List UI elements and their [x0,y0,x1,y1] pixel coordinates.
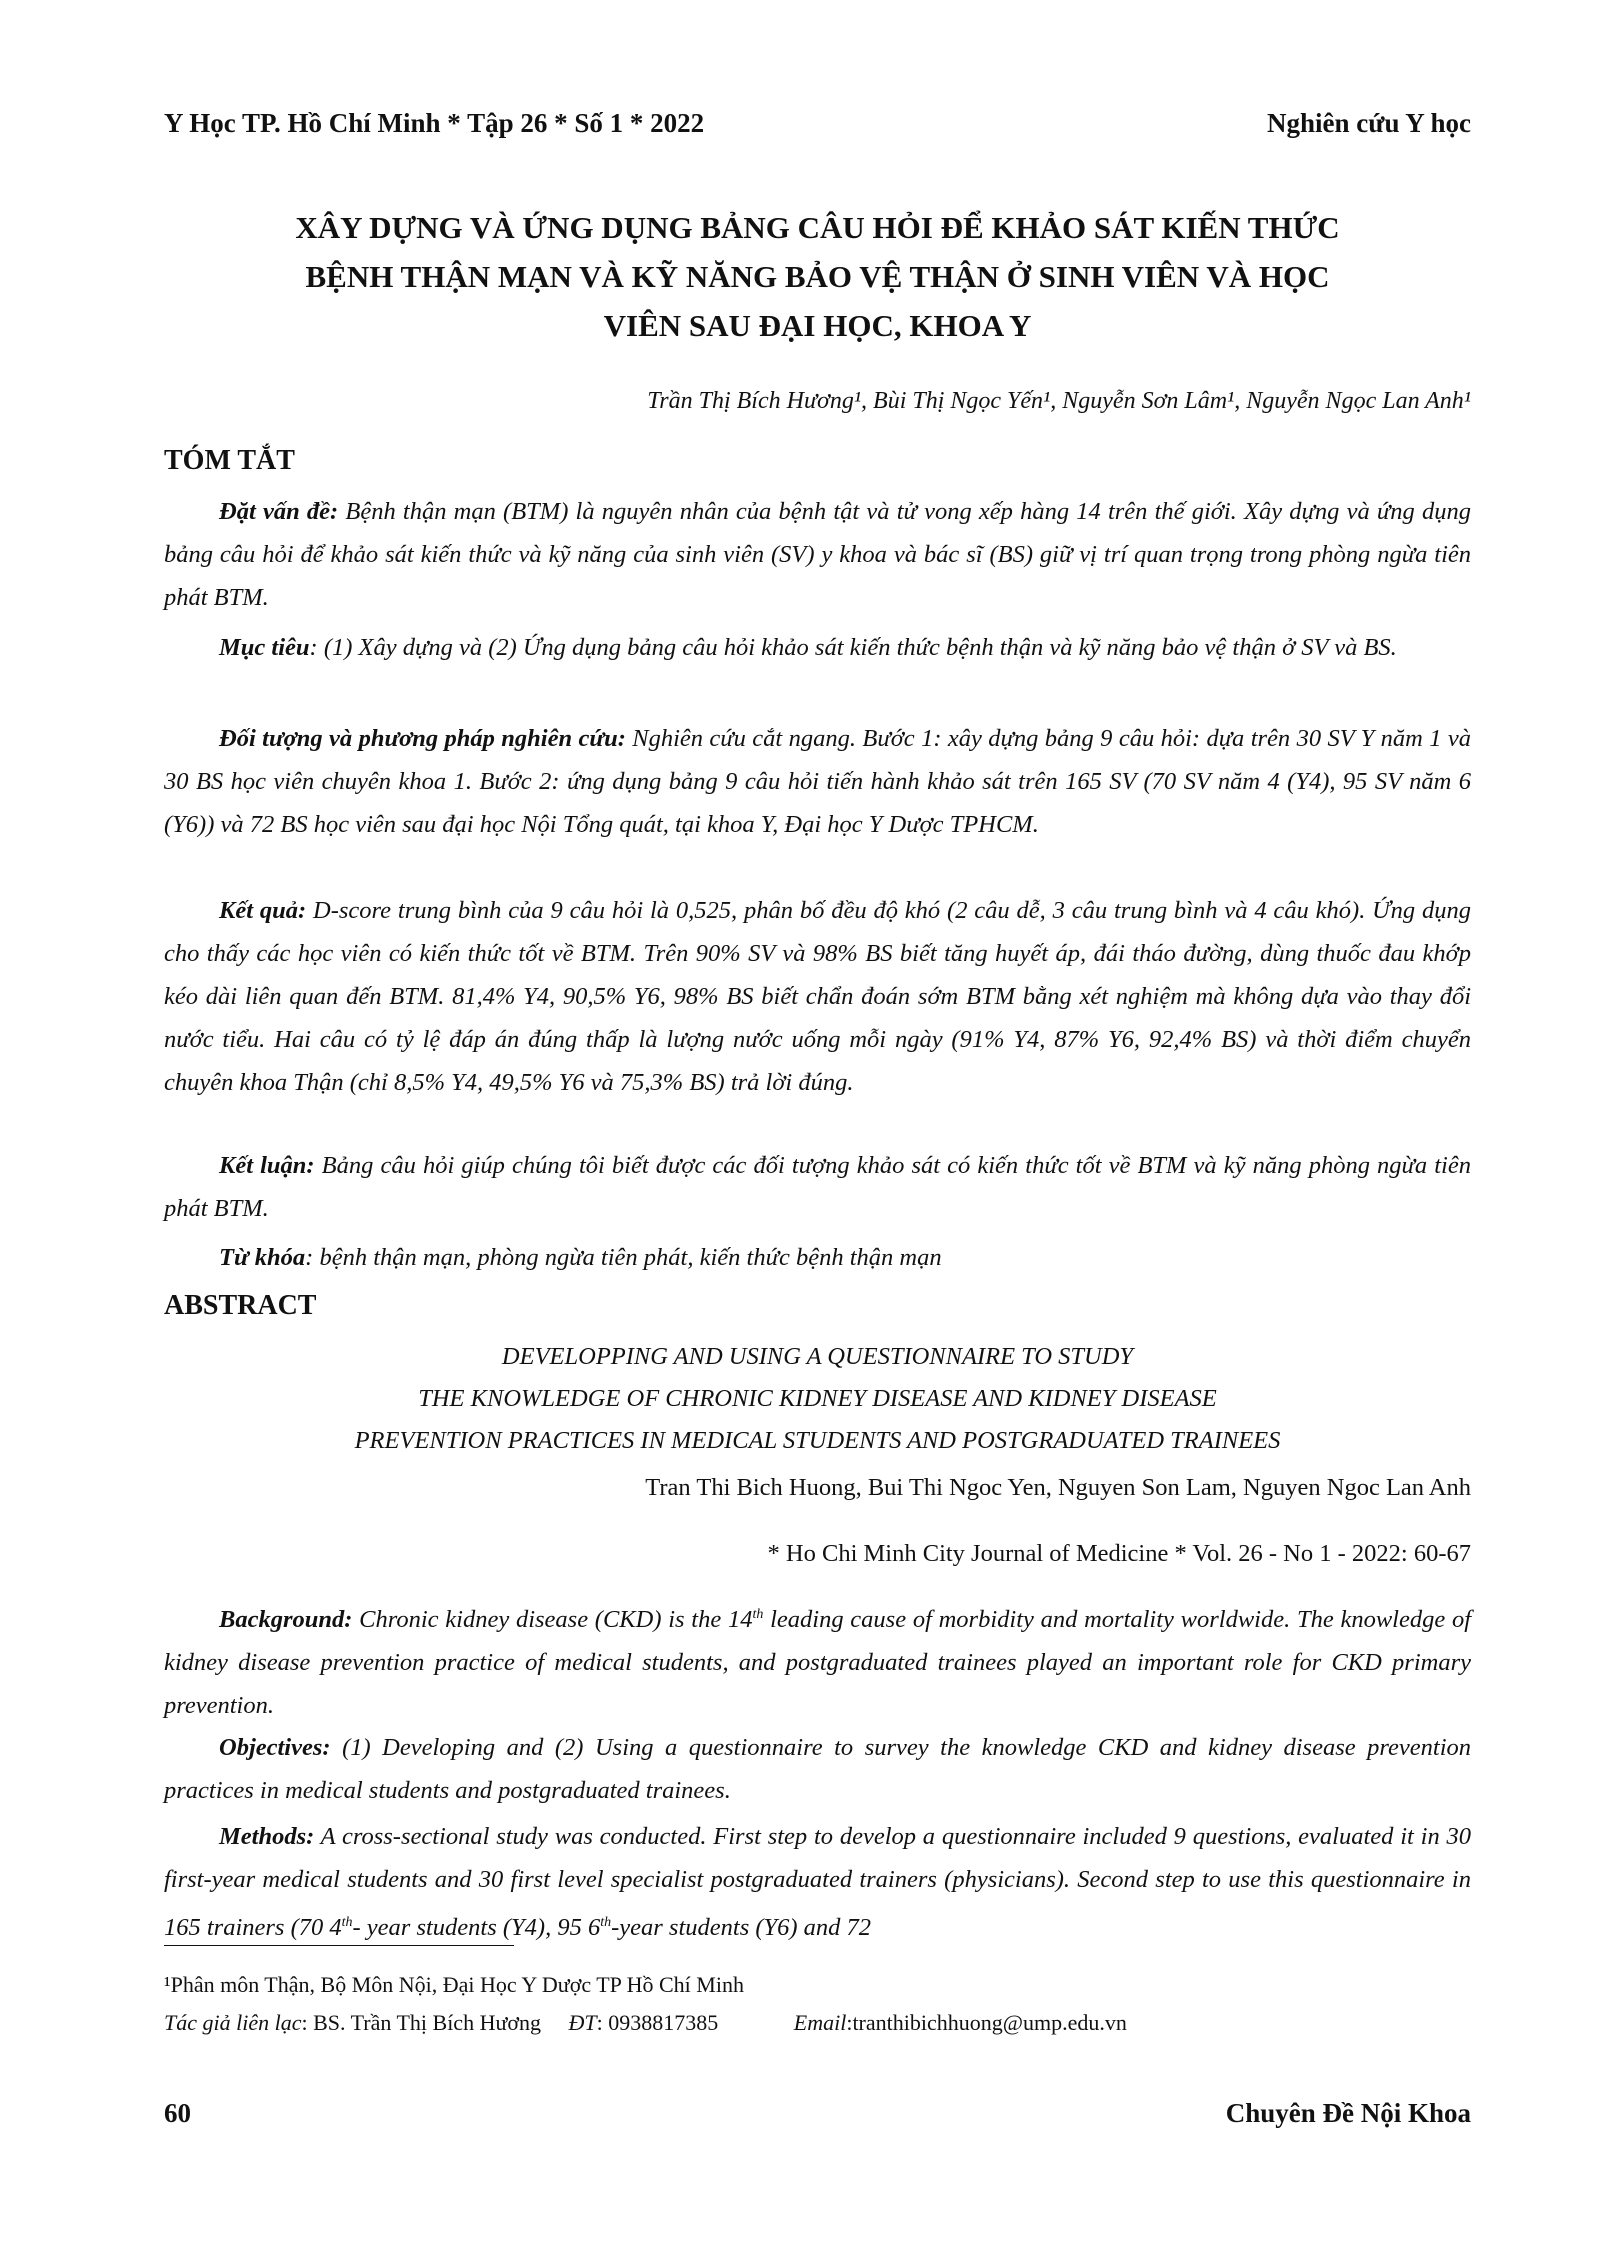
summary-keywords [164,1236,1471,1279]
summary-heading: TÓM TẮT [164,445,295,476]
summary-objectives [164,626,1471,669]
text: Bảng câu hỏi giúp chúng tôi biết được các đối tượng khảo sát có kiến thức tốt về BTM và kỹ năng phòng ngừa tiên phát BTM. [164,1152,1471,1222]
english-title [164,1336,1471,1462]
superscript: th [752,1607,764,1622]
title-line: BỆNH THẬN MẠN VÀ KỸ NĂNG BẢO VỆ THẬN Ở SINH VIÊN VÀ HỌC [305,259,1330,294]
authors-vi: Trần Thị Bích Hương¹, Bùi Thị Ngọc Yến¹, Nguyễn Sơn Lâm¹, Nguyễn Ngọc Lan Anh¹ [647,388,1471,414]
text: - year students (Y4), 95 6 [352,1914,601,1942]
label: Tác giả liên lạc [164,2010,302,2035]
authors-en: Tran Thi Bich Huong, Bui Thi Ngoc Yen, Nguyen Son Lam, Nguyen Ngoc Lan Anh [645,1474,1471,1501]
label: Email [793,2010,847,2035]
summary-results [164,889,1471,1104]
text: Chronic kidney disease (CKD) is the 14 [352,1606,753,1634]
article-title [164,203,1471,350]
label: ĐT [568,2010,597,2035]
label: Objectives: [219,1734,331,1761]
summary-background [164,490,1471,619]
label: Mục tiêu [219,634,310,661]
abstract-background [164,1593,1471,1727]
running-header-journal: Y Học TP. Hồ Chí Minh * Tập 26 * Số 1 * 2022 [164,108,705,138]
title-line: DEVELOPPING AND USING A QUESTIONNAIRE TO STUDY [501,1343,1134,1370]
title-line: VIÊN SAU ĐẠI HỌC, KHOA Y [603,308,1032,343]
text: Nghiên cứu cắt ngang. Bước 1: xây dựng bảng 9 câu hỏi: dựa trên 30 SV Y năm 1 và 30 BS học viên chuyên khoa 1. Bước 2: ứng dụng bảng 9 câu hỏi tiến hành khảo sát trên 165 SV (70 SV năm 4 (Y4), 95 SV năm 6 (Y6)) và 72 BS học viên sau đại học Nội Tổng quát, tại khoa Y, Đại học Y Dược TPHCM. [164,725,1472,838]
label: Đặt vấn đề: [219,498,339,525]
footnote-contact [164,2010,1471,2036]
abstract-objectives [164,1726,1471,1812]
label: Kết luận: [219,1152,315,1179]
text: : (1) Xây dựng và (2) Ứng dụng bảng câu hỏi khảo sát kiến thức bệnh thận và kỹ năng bảo vệ thận ở SV và BS. [309,634,1397,661]
footnote-affiliation: ¹Phân môn Thận, Bộ Môn Nội, Đại Học Y Dược TP Hồ Chí Minh [164,1972,744,1997]
text: : 0938817385 [596,2010,719,2035]
page-number: 60 [164,2098,191,2128]
label: Đối tượng và phương pháp nghiên cứu: [219,725,626,752]
text: Bệnh thận mạn (BTM) là nguyên nhân của bệnh tật và tử vong xếp hàng 14 trên thế giới. Xây dựng và ứng dụng bảng câu hỏi để khảo sát kiến thức và kỹ năng của sinh viên (SV) y khoa và bác sĩ (BS) giữ vị trí quan trọng trong phòng ngừa tiên phát BTM. [164,498,1471,611]
superscript: th [341,1915,353,1930]
title-line: PREVENTION PRACTICES IN MEDICAL STUDENTS AND POSTGRADUATED TRAINEES [354,1427,1281,1454]
title-line: XÂY DỰNG VÀ ỨNG DỤNG BẢNG CÂU HỎI ĐỂ KHẢO SÁT KIẾN THỨC [295,210,1340,245]
summary-conclusion [164,1144,1471,1230]
text: : BS. Trần Thị Bích Hương [301,2010,542,2035]
footnote-divider [164,1945,514,1946]
text: leading cause of morbidity and mortality worldwide. The knowledge of kidney disease prevention practice of medical students, and postgraduated trainees played an important role for CKD primary prevention. [164,1606,1472,1720]
abstract-methods [164,1815,1471,1949]
label: Từ khóa [219,1244,306,1271]
superscript: th [600,1915,612,1930]
abstract-heading: ABSTRACT [164,1290,317,1321]
label: Methods: [219,1823,315,1850]
label: Background: [219,1606,353,1634]
text: : bệnh thận mạn, phòng ngừa tiên phát, kiến thức bệnh thận mạn [305,1244,942,1271]
summary-methods [164,717,1471,846]
journal-citation: * Ho Chi Minh City Journal of Medicine * Vol. 26 - No 1 - 2022: 60-67 [767,1540,1471,1567]
label: Kết quả: [219,897,307,924]
text: -year students (Y6) and 72 [611,1914,872,1942]
title-line: THE KNOWLEDGE OF CHRONIC KIDNEY DISEASE AND KIDNEY DISEASE [418,1385,1217,1412]
footer-section: Chuyên Đề Nội Khoa [1225,2098,1471,2128]
running-header-section: Nghiên cứu Y học [1267,108,1471,138]
text: A cross-sectional study was conducted. First step to develop a questionnaire included 9 questions, evaluated it in 30 first-year medical students and 30 first level specialist postgraduated trainers (physicians). Second step to use this questionnaire in 165 trainers (70 4 [164,1823,1471,1942]
email-link[interactable]: :tranthibichhuong@ump.edu.vn [846,2010,1127,2035]
text: (1) Developing and (2) Using a questionnaire to survey the knowledge CKD and kidney disease prevention practices in medical students and postgraduated trainees. [164,1734,1471,1804]
text: D-score trung bình của 9 câu hỏi là 0,525, phân bố đều độ khó (2 câu dễ, 3 câu trung bình và 4 câu khó). Ứng dụng cho thấy các học viên có kiến thức tốt về BTM. Trên 90% SV và 98% BS biết tăng huyết áp, đái tháo đường, dùng thuốc đau khớp kéo dài liên quan đến BTM. 81,4% Y4, 90,5% Y6, 98% BS biết chẩn đoán sớm BTM bằng xét nghiệm mà không dựa vào thay đổi nước tiểu. Hai câu có tỷ lệ đáp án đúng thấp là lượng nước uống mỗi ngày (91% Y4, 87% Y6, 92,4% BS) và thời điểm chuyển chuyên khoa Thận (chỉ 8,5% Y4, 49,5% Y6 và 75,3% BS) trả lời đúng. [164,897,1472,1096]
